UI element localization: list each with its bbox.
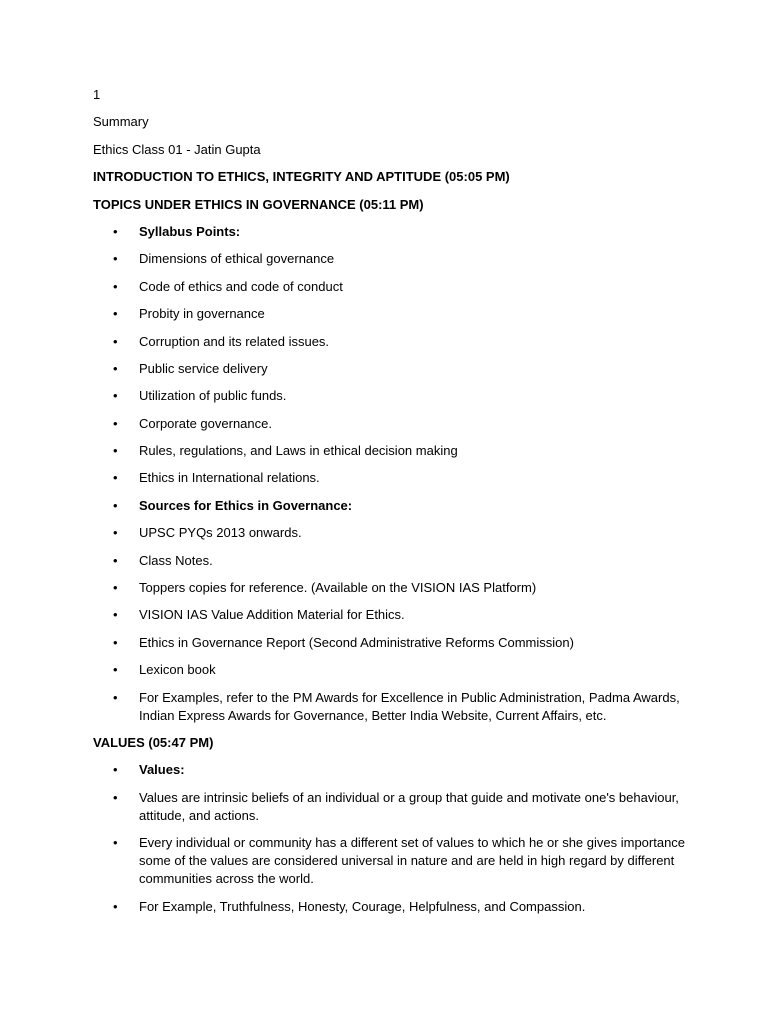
document-page bbox=[93, 86, 693, 925]
section-heading-values: VALUES (05:47 PM) bbox=[93, 734, 214, 750]
list-item bbox=[93, 789, 693, 825]
bullet-icon: • bbox=[113, 552, 118, 568]
list-item-text: Class Notes. bbox=[139, 552, 213, 568]
bullet-icon: • bbox=[113, 835, 118, 851]
bullet-icon: • bbox=[113, 388, 118, 404]
list-item bbox=[93, 415, 693, 433]
bullet-icon: • bbox=[113, 470, 118, 486]
list-item-text: Lexicon book bbox=[139, 662, 216, 678]
bullet-icon: • bbox=[113, 689, 118, 705]
section-heading-introduction: INTRODUCTION TO ETHICS, INTEGRITY AND APTITUDE (05:05 PM) bbox=[93, 169, 510, 185]
list-item bbox=[93, 552, 693, 570]
values-bullet-list bbox=[93, 761, 693, 915]
bullet-icon: • bbox=[113, 607, 118, 623]
list-item-text: Public service delivery bbox=[139, 360, 268, 376]
class-title: Ethics Class 01 - Jatin Gupta bbox=[93, 141, 261, 157]
list-item-text: Ethics in International relations. bbox=[139, 470, 320, 486]
bullet-icon: • bbox=[113, 898, 118, 914]
list-item bbox=[93, 579, 693, 597]
list-item bbox=[93, 278, 693, 296]
list-item-text: Utilization of public funds. bbox=[139, 388, 287, 404]
bullet-icon: • bbox=[113, 580, 118, 596]
list-item bbox=[93, 689, 693, 725]
list-item bbox=[93, 606, 693, 624]
list-item bbox=[93, 223, 693, 241]
list-item-text: Rules, regulations, and Laws in ethical decision making bbox=[139, 443, 458, 459]
list-item bbox=[93, 360, 693, 378]
bullet-icon: • bbox=[113, 415, 118, 431]
list-item bbox=[93, 333, 693, 351]
list-item-text: Code of ethics and code of conduct bbox=[139, 278, 343, 294]
list-item bbox=[93, 524, 693, 542]
bullet-icon: • bbox=[113, 223, 118, 239]
list-item bbox=[93, 442, 693, 460]
list-item bbox=[93, 834, 693, 888]
list-item-text: VISION IAS Value Addition Material for Ethics. bbox=[139, 607, 405, 623]
list-item-text: Toppers copies for reference. (Available on the VISION IAS Platform) bbox=[139, 580, 537, 596]
bullet-icon: • bbox=[113, 251, 118, 267]
summary-label: Summary bbox=[93, 114, 149, 130]
list-item bbox=[93, 387, 693, 405]
bullet-icon: • bbox=[113, 789, 118, 805]
bullet-icon: • bbox=[113, 306, 118, 322]
bullet-icon: • bbox=[113, 278, 118, 294]
list-item bbox=[93, 634, 693, 652]
list-item-text: Syllabus Points: bbox=[139, 223, 241, 239]
page-number: 1 bbox=[93, 87, 101, 102]
list-item-text: Values: bbox=[139, 762, 185, 778]
bullet-icon: • bbox=[113, 333, 118, 349]
bullet-icon: • bbox=[113, 360, 118, 376]
list-item-text: Every individual or community has a different set of values to which he or she gives importance some of the values are considered universal in nature and are held in high regard by different communities across the world. bbox=[139, 835, 686, 887]
list-item-text: Values are intrinsic beliefs of an individual or a group that guide and motivate one's behaviour, attitude, and actions. bbox=[139, 789, 679, 823]
list-item-text: Dimensions of ethical governance bbox=[139, 251, 335, 267]
list-item-text: Probity in governance bbox=[139, 306, 265, 322]
bullet-icon: • bbox=[113, 525, 118, 541]
list-item-text: Ethics in Governance Report (Second Administrative Reforms Commission) bbox=[139, 634, 574, 650]
list-item-text: Corporate governance. bbox=[139, 415, 272, 431]
bullet-icon: • bbox=[113, 662, 118, 678]
list-item-text: Corruption and its related issues. bbox=[139, 333, 330, 349]
topics-bullet-list bbox=[93, 223, 693, 725]
bullet-icon: • bbox=[113, 762, 118, 778]
list-item bbox=[93, 250, 693, 268]
list-item-text: For Example, Truthfulness, Honesty, Courage, Helpfulness, and Compassion. bbox=[139, 898, 586, 914]
list-item bbox=[93, 305, 693, 323]
list-item bbox=[93, 469, 693, 487]
section-heading-topics: TOPICS UNDER ETHICS IN GOVERNANCE (05:11 PM) bbox=[93, 196, 424, 212]
list-item-text: For Examples, refer to the PM Awards for Excellence in Public Administration, Padma Awards, Indian Express Awards for Governance, Better India Website, Current Affairs, etc. bbox=[139, 689, 680, 723]
bullet-icon: • bbox=[113, 497, 118, 513]
list-item bbox=[93, 661, 693, 679]
list-item bbox=[93, 761, 693, 779]
list-item-text: UPSC PYQs 2013 onwards. bbox=[139, 525, 302, 541]
list-item-text: Sources for Ethics in Governance: bbox=[139, 497, 353, 513]
list-item bbox=[93, 898, 693, 916]
bullet-icon: • bbox=[113, 443, 118, 459]
list-item bbox=[93, 497, 693, 515]
bullet-icon: • bbox=[113, 634, 118, 650]
